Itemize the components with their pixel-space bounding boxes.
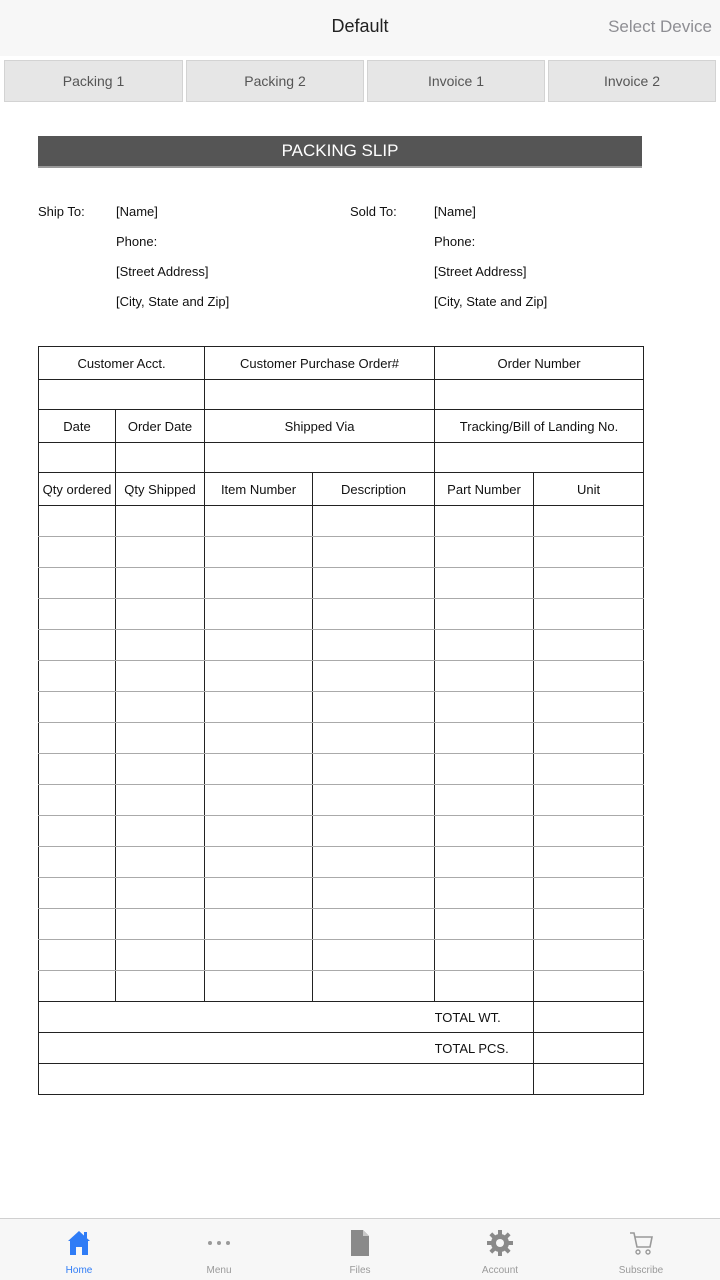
part-number-cell[interactable] xyxy=(435,506,534,537)
qty-shipped-cell[interactable] xyxy=(116,692,205,723)
unit-cell[interactable] xyxy=(534,599,644,630)
tabbar-subscribe[interactable] xyxy=(569,1219,713,1280)
qty-ordered-cell[interactable] xyxy=(39,723,116,754)
table-row xyxy=(39,630,644,661)
tabbar-files-label: Files xyxy=(349,1265,371,1276)
table-row xyxy=(39,785,644,816)
description-header: Description xyxy=(313,473,435,506)
part-number-cell[interactable] xyxy=(435,599,534,630)
home-icon xyxy=(63,1227,95,1259)
unit-cell[interactable] xyxy=(534,785,644,816)
customer-acct-cell[interactable] xyxy=(39,380,205,410)
unit-cell[interactable] xyxy=(534,878,644,909)
qty-shipped-cell[interactable] xyxy=(116,723,205,754)
item-number-cell[interactable] xyxy=(205,785,313,816)
item-number-cell[interactable] xyxy=(205,630,313,661)
description-cell[interactable] xyxy=(313,940,435,971)
totals-spacer xyxy=(39,1033,435,1064)
table-row xyxy=(39,878,644,909)
qty-shipped-cell[interactable] xyxy=(116,661,205,692)
qty-ordered-cell[interactable] xyxy=(39,661,116,692)
unit-cell[interactable] xyxy=(534,754,644,785)
part-number-cell[interactable] xyxy=(435,847,534,878)
qty-ordered-cell[interactable] xyxy=(39,599,116,630)
table-row xyxy=(39,723,644,754)
tabbar-account-label: Account xyxy=(481,1265,519,1276)
description-cell[interactable] xyxy=(313,785,435,816)
qty-shipped-cell[interactable] xyxy=(116,909,205,940)
tabbar-files[interactable] xyxy=(288,1219,432,1280)
part-number-cell[interactable] xyxy=(435,971,534,1002)
part-number-cell[interactable] xyxy=(435,816,534,847)
table-row xyxy=(39,692,644,723)
nav-bar xyxy=(0,0,720,56)
description-cell[interactable] xyxy=(313,661,435,692)
item-rows xyxy=(39,506,644,1002)
qty-ordered-header: Qty ordered xyxy=(39,473,116,506)
unit-cell[interactable] xyxy=(534,692,644,723)
description-cell[interactable] xyxy=(313,816,435,847)
qty-shipped-cell[interactable] xyxy=(116,816,205,847)
page-title: Default xyxy=(331,16,389,36)
qty-ordered-cell[interactable] xyxy=(39,568,116,599)
item-number-header: Item Number xyxy=(205,473,313,506)
unit-header: Unit xyxy=(534,473,644,506)
description-cell[interactable] xyxy=(313,692,435,723)
order-number-header: Order Number xyxy=(435,347,644,380)
unit-cell[interactable] xyxy=(534,661,644,692)
qty-shipped-cell[interactable] xyxy=(116,940,205,971)
unit-cell[interactable] xyxy=(534,723,644,754)
qty-shipped-cell[interactable] xyxy=(116,599,205,630)
unit-cell[interactable] xyxy=(534,940,644,971)
table-row xyxy=(39,599,644,630)
totals-spacer xyxy=(39,1002,435,1033)
customer-po-header: Customer Purchase Order# xyxy=(205,347,435,380)
part-number-cell[interactable] xyxy=(435,754,534,785)
tab-invoice-2[interactable]: Invoice 2 xyxy=(548,60,716,102)
customer-po-cell[interactable] xyxy=(205,380,435,410)
shipped-via-header: Shipped Via xyxy=(205,410,435,443)
item-number-cell[interactable] xyxy=(205,909,313,940)
description-cell[interactable] xyxy=(313,537,435,568)
date-header: Date xyxy=(39,410,116,443)
description-cell[interactable] xyxy=(313,723,435,754)
qty-ordered-cell[interactable] xyxy=(39,816,116,847)
part-number-cell[interactable] xyxy=(435,723,534,754)
template-tabs xyxy=(0,56,720,106)
unit-cell[interactable] xyxy=(534,909,644,940)
packing-slip-table xyxy=(38,346,644,1095)
part-number-cell[interactable] xyxy=(435,909,534,940)
table-row xyxy=(39,506,644,537)
qty-shipped-cell[interactable] xyxy=(116,506,205,537)
description-cell[interactable] xyxy=(313,971,435,1002)
description-cell[interactable] xyxy=(313,754,435,785)
qty-shipped-cell[interactable] xyxy=(116,847,205,878)
item-number-cell[interactable] xyxy=(205,847,313,878)
unit-cell[interactable] xyxy=(534,816,644,847)
totals-blank-label xyxy=(435,1064,534,1095)
table-row xyxy=(39,971,644,1002)
qty-ordered-cell[interactable] xyxy=(39,940,116,971)
tabbar-subscribe-label: Subscribe xyxy=(618,1265,664,1276)
table-row xyxy=(39,847,644,878)
item-number-cell[interactable] xyxy=(205,506,313,537)
qty-shipped-cell[interactable] xyxy=(116,754,205,785)
table-row xyxy=(39,537,644,568)
part-number-cell[interactable] xyxy=(435,785,534,816)
part-number-cell[interactable] xyxy=(435,940,534,971)
qty-ordered-cell[interactable] xyxy=(39,785,116,816)
qty-ordered-cell[interactable] xyxy=(39,909,116,940)
unit-cell[interactable] xyxy=(534,630,644,661)
item-number-cell[interactable] xyxy=(205,692,313,723)
unit-cell[interactable] xyxy=(534,568,644,599)
qty-ordered-cell[interactable] xyxy=(39,754,116,785)
unit-cell[interactable] xyxy=(534,506,644,537)
total-pcs-label: TOTAL PCS. xyxy=(435,1033,534,1064)
order-number-cell[interactable] xyxy=(435,380,644,410)
ship-to-name[interactable]: [Name] xyxy=(116,204,158,219)
table-row xyxy=(39,568,644,599)
qty-shipped-header: Qty Shipped xyxy=(116,473,205,506)
total-pcs-cell[interactable] xyxy=(534,1033,644,1064)
description-cell[interactable] xyxy=(313,568,435,599)
description-cell[interactable] xyxy=(313,599,435,630)
table-row xyxy=(39,909,644,940)
part-number-cell[interactable] xyxy=(435,537,534,568)
item-number-cell[interactable] xyxy=(205,816,313,847)
tab-packing-2[interactable]: Packing 2 xyxy=(186,60,364,102)
total-wt-cell[interactable] xyxy=(534,1002,644,1033)
description-cell[interactable] xyxy=(313,909,435,940)
tab-invoice-1[interactable]: Invoice 1 xyxy=(367,60,545,102)
cart-icon xyxy=(625,1227,657,1259)
item-number-cell[interactable] xyxy=(205,940,313,971)
qty-shipped-cell[interactable] xyxy=(116,785,205,816)
ship-to-label: Ship To: xyxy=(38,204,85,219)
qty-ordered-cell[interactable] xyxy=(39,630,116,661)
description-cell[interactable] xyxy=(313,847,435,878)
item-number-cell[interactable] xyxy=(205,599,313,630)
part-number-cell[interactable] xyxy=(435,878,534,909)
totals-blank-cell[interactable] xyxy=(534,1064,644,1095)
table-row xyxy=(39,816,644,847)
item-number-cell[interactable] xyxy=(205,568,313,599)
part-number-cell[interactable] xyxy=(435,661,534,692)
table-row xyxy=(39,754,644,785)
order-date-cell[interactable] xyxy=(116,443,205,473)
tracking-header: Tracking/Bill of Landing No. xyxy=(435,410,644,443)
qty-shipped-cell[interactable] xyxy=(116,971,205,1002)
qty-ordered-cell[interactable] xyxy=(39,847,116,878)
unit-cell[interactable] xyxy=(534,847,644,878)
item-number-cell[interactable] xyxy=(205,537,313,568)
item-number-cell[interactable] xyxy=(205,878,313,909)
customer-acct-header: Customer Acct. xyxy=(39,347,205,380)
sold-to-name[interactable]: [Name] xyxy=(434,204,476,219)
table-row xyxy=(39,940,644,971)
file-icon xyxy=(344,1227,376,1259)
tab-packing-1[interactable]: Packing 1 xyxy=(4,60,183,102)
gear-icon xyxy=(484,1227,516,1259)
description-cell[interactable] xyxy=(313,878,435,909)
date-cell[interactable] xyxy=(39,443,116,473)
order-date-header: Order Date xyxy=(116,410,205,443)
tabbar-menu-label: Menu xyxy=(206,1265,232,1276)
tracking-cell[interactable] xyxy=(435,443,644,473)
total-wt-label: TOTAL WT. xyxy=(435,1002,534,1033)
item-number-cell[interactable] xyxy=(205,723,313,754)
sold-to-phone[interactable]: Phone: xyxy=(434,234,476,249)
qty-ordered-cell[interactable] xyxy=(39,971,116,1002)
totals-spacer xyxy=(39,1064,435,1095)
sold-to-label: Sold To: xyxy=(350,204,397,219)
qty-shipped-cell[interactable] xyxy=(116,630,205,661)
qty-ordered-cell[interactable] xyxy=(39,537,116,568)
unit-cell[interactable] xyxy=(534,971,644,1002)
document-title: PACKING SLIP xyxy=(38,136,642,166)
unit-cell[interactable] xyxy=(534,537,644,568)
qty-shipped-cell[interactable] xyxy=(116,878,205,909)
select-device-button[interactable]: Select Device xyxy=(608,17,712,36)
part-number-cell[interactable] xyxy=(435,692,534,723)
item-number-cell[interactable] xyxy=(205,971,313,1002)
ship-to-phone[interactable]: Phone: xyxy=(116,234,158,249)
part-number-cell[interactable] xyxy=(435,568,534,599)
qty-ordered-cell[interactable] xyxy=(39,692,116,723)
tabbar-account[interactable] xyxy=(428,1219,572,1280)
ship-to-city[interactable]: [City, State and Zip] xyxy=(116,294,230,309)
qty-shipped-cell[interactable] xyxy=(116,568,205,599)
tabbar-menu[interactable] xyxy=(147,1219,291,1280)
tab-bar xyxy=(0,1218,720,1280)
table-row xyxy=(39,661,644,692)
item-number-cell[interactable] xyxy=(205,661,313,692)
part-number-header: Part Number xyxy=(435,473,534,506)
sold-to-street[interactable]: [Street Address] xyxy=(434,264,527,279)
packing-slip-document xyxy=(0,106,720,1216)
description-cell[interactable] xyxy=(313,630,435,661)
more-icon xyxy=(203,1227,235,1259)
sold-to-city[interactable]: [City, State and Zip] xyxy=(434,294,548,309)
ship-to-street[interactable]: [Street Address] xyxy=(116,264,209,279)
qty-ordered-cell[interactable] xyxy=(39,878,116,909)
qty-ordered-cell[interactable] xyxy=(39,506,116,537)
part-number-cell[interactable] xyxy=(435,630,534,661)
description-cell[interactable] xyxy=(313,506,435,537)
tabbar-home-label: Home xyxy=(65,1265,93,1276)
tabbar-home[interactable] xyxy=(7,1219,151,1280)
qty-shipped-cell[interactable] xyxy=(116,537,205,568)
shipped-via-cell[interactable] xyxy=(205,443,435,473)
item-number-cell[interactable] xyxy=(205,754,313,785)
